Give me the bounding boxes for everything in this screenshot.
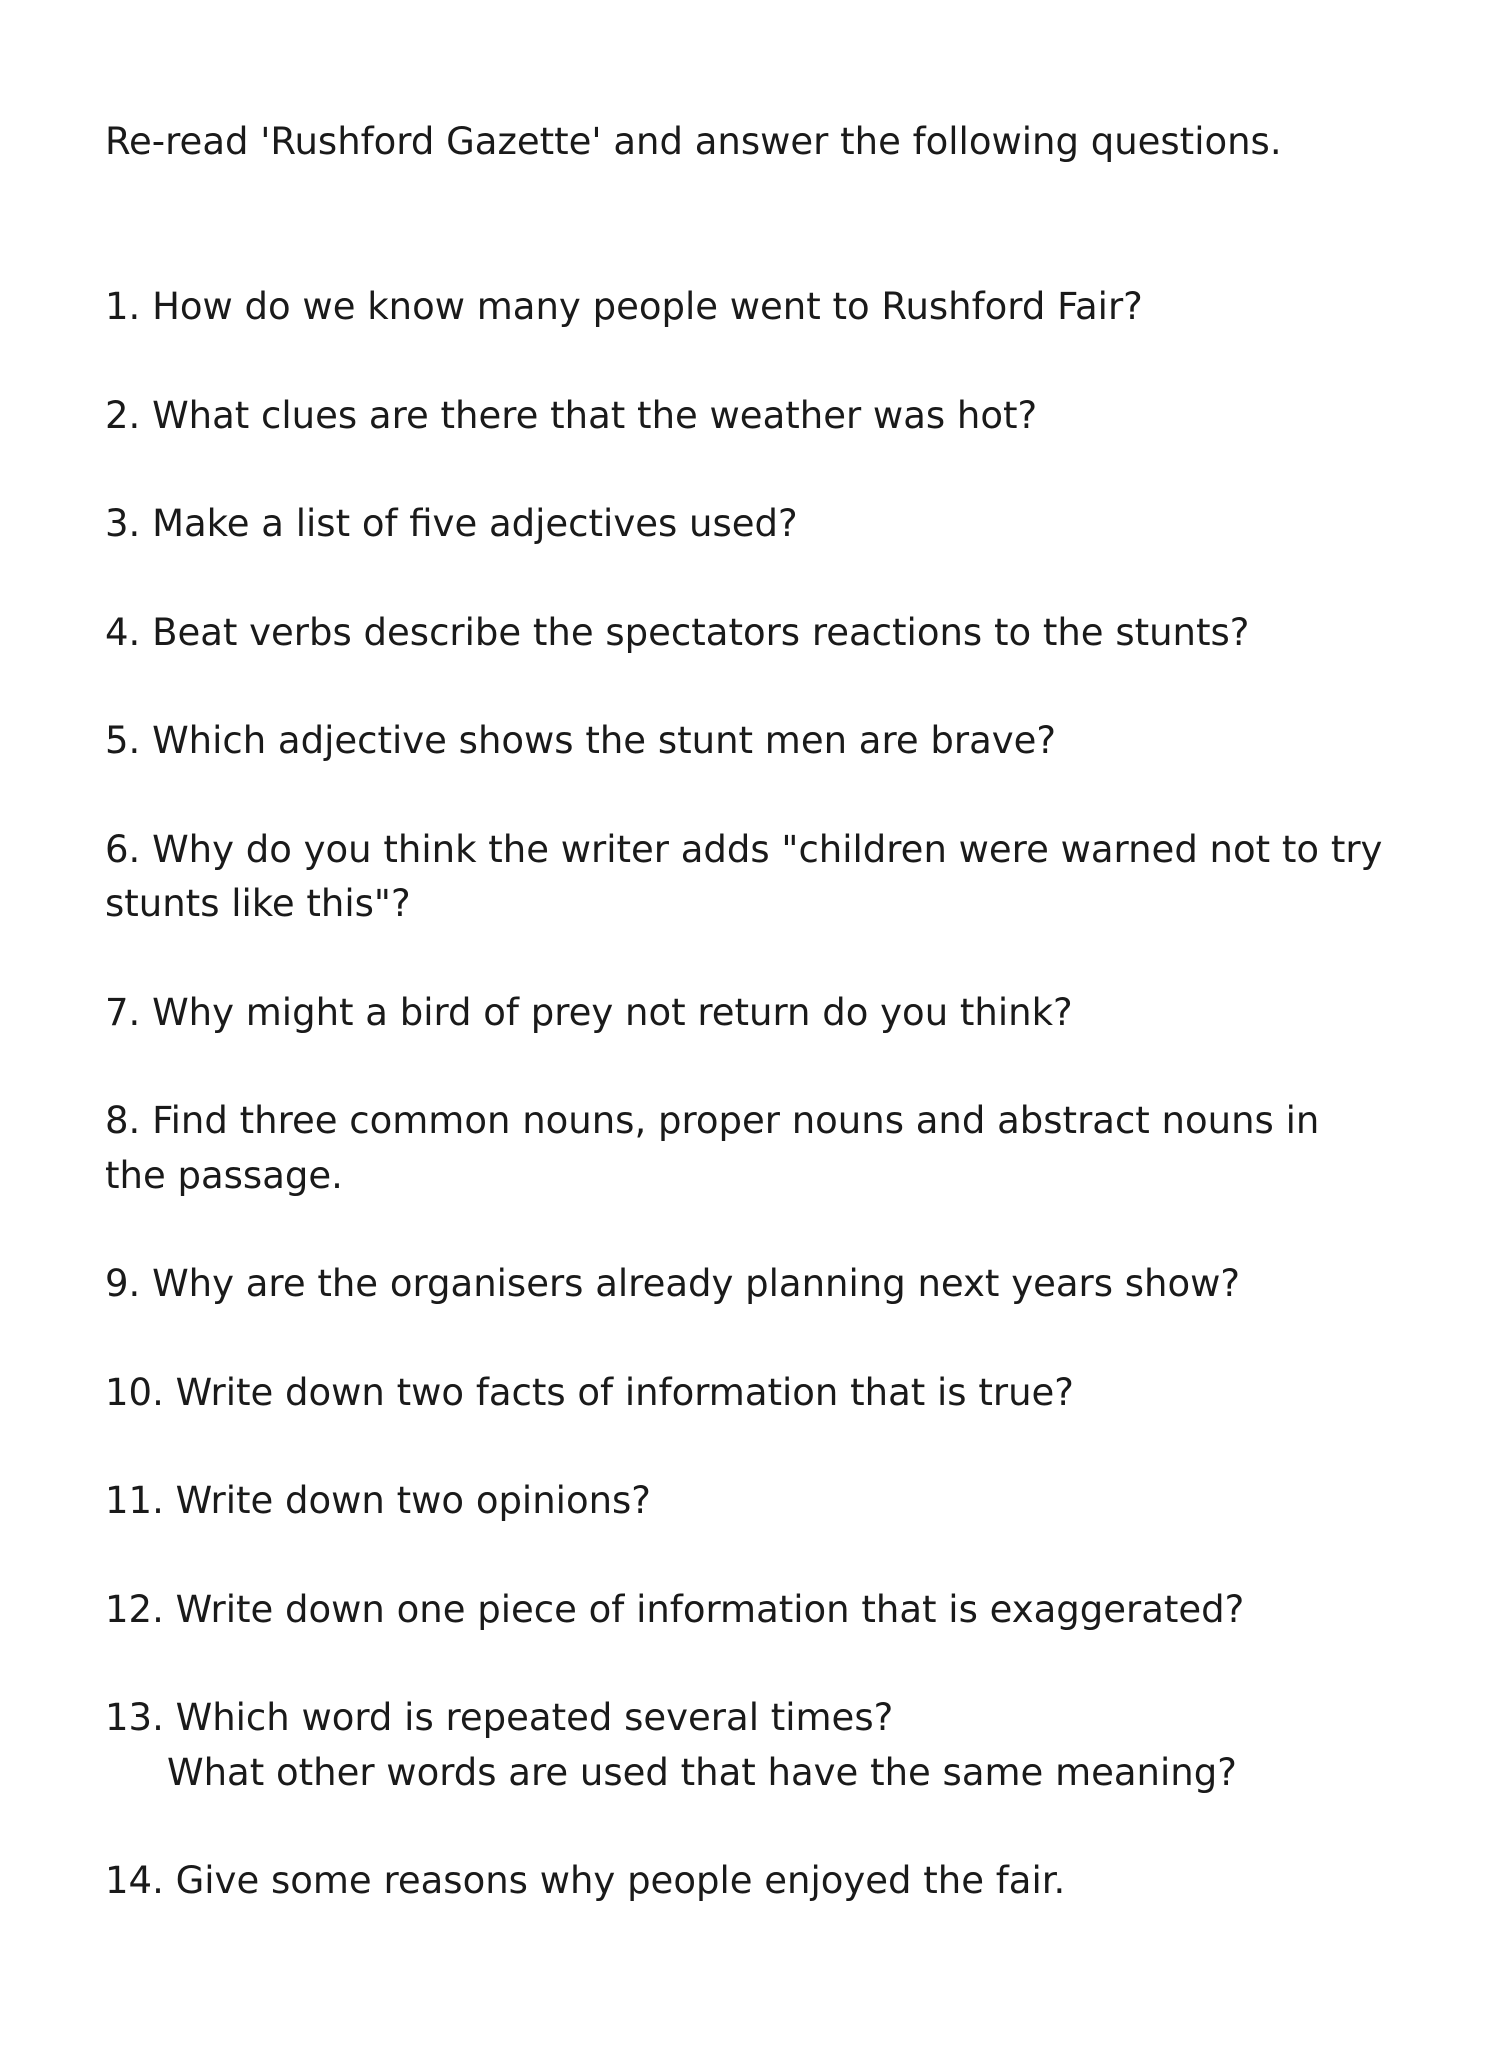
question-1: 1. How do we know many people went to Rushford Fair? (105, 285, 1143, 328)
question-10: 10. Write down two facts of information that is true? (105, 1371, 1074, 1414)
question-7: 7. Why might a bird of prey not return do you think? (105, 991, 1073, 1034)
question-13-line-1: 13. Which word is repeated several times? (105, 1696, 894, 1739)
question-3: 3. Make a list of five adjectives used? (105, 502, 798, 545)
question-13-line-2: What other words are used that have the same meaning? (167, 1751, 1237, 1794)
question-11: 11. Write down two opinions? (105, 1479, 651, 1522)
question-6-line-2: stunts like this"? (105, 882, 411, 925)
instruction-text: Re-read 'Rushford Gazette' and answer the following questions. (105, 120, 1282, 163)
question-6-line-1: 6. Why do you think the writer adds "children were warned not to try (105, 828, 1383, 871)
question-2: 2. What clues are there that the weather was hot? (105, 394, 1038, 437)
question-8-line-1: 8. Find three common nouns, proper nouns and abstract nouns in (105, 1099, 1320, 1142)
question-12: 12. Write down one piece of information that is exaggerated? (105, 1588, 1245, 1631)
question-14: 14. Give some reasons why people enjoyed the fair. (105, 1859, 1066, 1902)
question-4: 4. Beat verbs describe the spectators reactions to the stunts? (105, 611, 1250, 654)
question-9: 9. Why are the organisers already planning next years show? (105, 1262, 1241, 1305)
question-5: 5. Which adjective shows the stunt men are brave? (105, 719, 1057, 762)
question-8-line-2: the passage. (105, 1154, 343, 1197)
